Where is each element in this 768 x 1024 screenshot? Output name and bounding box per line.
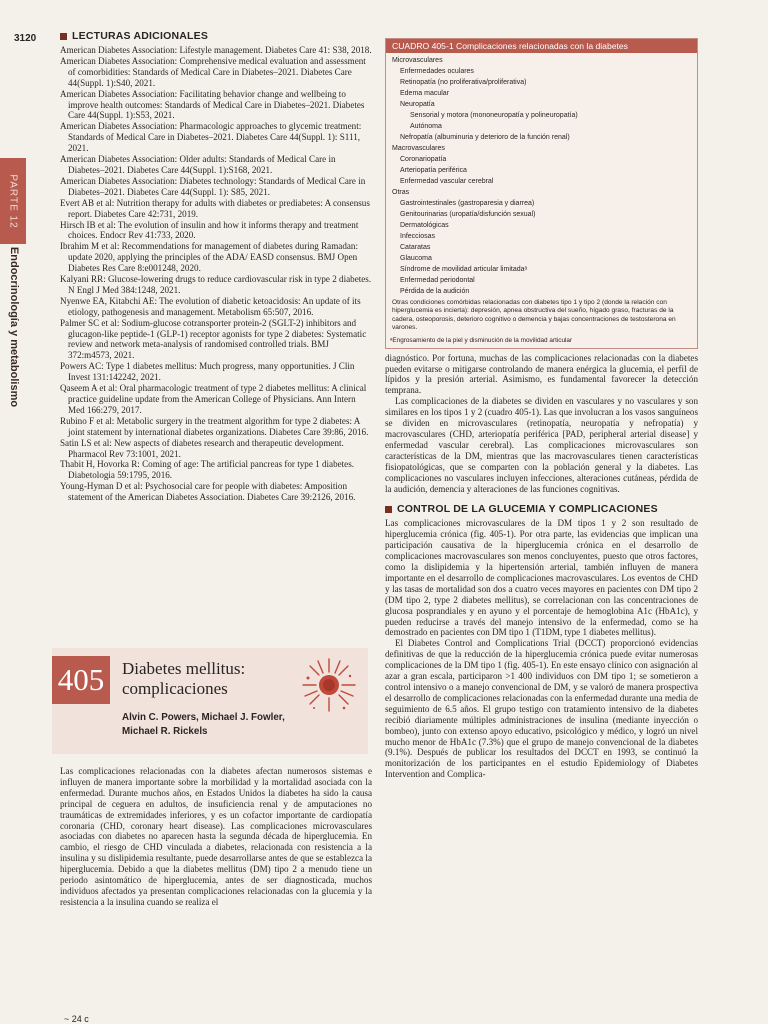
intro-paragraph: Las complicaciones relacionadas con la diabetes afectan numerosos sistemas e influyen de manera importante sobre la morbilidad y la mortalidad asociada con la enfermedad. Durante muchos años, en Estados Unidos la diabetes ha sido la causa principal de ceguera en adultos, de insuficiencia renal y de amputaciones no traumáticas de extremidades inferiores, y es un cofactor importante de cardiopatía coronaria (CHD, coronary heart disease). Las complicaciones microvasculares asociadas con diabetes no aparecen hasta la segunda década de hiperglucemia. En cambio, el riesgo de CHD vinculada a diabetes, relacionada con resistencia a la insulina y su dislipidemia resultante, puede desarrollarse antes de que se establezca la hiperglucemia. Debido a que la diabetes mellitus (DM) tipo 2 a menudo tiene un periodo asintomático de hiperglucemia, antes de ser diagnosticada, muchos individuos afectados ya presentan complicaciones relacionadas con la glucemia y la resistencia a la insulina cuando se realiza el [60, 766, 372, 907]
reference-item: Nyenwe EA, Kitabchi AE: The evolution of diabetic ketoacidosis: An update of its etiology, pathogenesis and management. Metabolism 65:507, 2016. [60, 295, 361, 317]
part-tab [0, 158, 26, 244]
reference-item: Kalyani RR: Glucose-lowering drugs to reduce cardiovascular risk in type 2 diabetes. N Engl J Med 384:1248, 2021. [60, 274, 372, 295]
table-box-body [386, 53, 697, 335]
table-box-item: Síndrome de movilidad articular limitadaᵃ [400, 266, 528, 273]
table-box-item: Cataratas [400, 244, 431, 251]
page-number: 3120 [14, 33, 37, 44]
authors-line: Michael R. Rickels [122, 726, 208, 737]
chapter-title [122, 659, 245, 699]
authors-line: Alvin C. Powers, Michael J. Fowler, [122, 712, 285, 723]
reference-item: Hirsch IB et al: The evolution of insulin and how it informs therapy and treatment choices. Endocr Rev 41:733, 2020. [60, 219, 359, 241]
table-box-item: Retinopatía (no proliferativa/proliferativa) [400, 79, 527, 86]
table-box-item: Neuropatía [400, 101, 435, 108]
right-column [385, 38, 698, 780]
reference-item: Evert AB et al: Nutrition therapy for adults with diabetes or prediabetes: A consensus report. Diabetes Care 42:731, 2019. [60, 197, 370, 219]
reference-item: Rubino F et al: Metabolic surgery in the treatment algorithm for type 2 diabetes: A joint statement by international diabetes organizations. Diabetes Care 39:86, 2016. [60, 415, 369, 437]
chapter-header [52, 648, 368, 754]
table-box-item: Enfermedades oculares [400, 68, 474, 75]
table-box-item: Gastrointestinales (gastroparesia y diarrea) [400, 200, 535, 207]
reference-item: American Diabetes Association: Diabetes technology: Standards of Medical Care in Diabetes–2021. Diabetes Care 44(Suppl. 1): S85, 2021. [60, 175, 366, 197]
reference-item: American Diabetes Association: Facilitating behavior change and wellbeing to improve health outcomes: Standards of Medical Care in Diabetes–2021. Diabetes Care 44(Suppl. 1):S53, 2021. [60, 88, 365, 121]
body-paragraph: El Diabetes Control and Complications Trial (DCCT) proporcionó evidencias definitivas de que la reducción de la hiperglucemia crónica puede evitar numerosas complicaciones de la DM tipo 1 (fig. 405-1). En este ensayo clínico con asignación al azar a gran escala, participaron >1 400 individuos con DM tipo 1; se sometieron a control intensivo o a manejo convencional de DM, y se valoró de manera prospectiva el desarrollo de complicaciones relacionadas con la enfermedad durante una media de seguimiento de 6.5 años. El grupo testigo con tratamiento intensivo de la diabetes recibió diariamente múltiples administraciones de insulina (mediante inyección o bombeo), junto con extenso apoyo educativo, psicológico y médico, y logró un nivel mucho menor de HbA1c (7.3%) que el grupo de manejo convencional de la diabetes (9.1%). Después de publicar los resultados del DCCT en 1993, se continuó la monitorización de los participantes en el estudio Epidemiology of Diabetes Intervention and Complica- [385, 638, 698, 780]
square-bullet-icon [385, 506, 392, 513]
references-heading [60, 30, 372, 42]
table-box-title: CUADRO 405-1 Complicaciones relacionadas con la diabetes [386, 39, 697, 53]
table-box-note: Otras condiciones comórbidas relacionadas con diabetes tipo 1 y tipo 2 (donde la relación con hiperglucemia es incierta): depresión, apnea obstructiva del sueño, hígado graso, fracturas de la cadera, osteoporosis, deterioro cognitivo o demencia y bajas concentraciones de testosterona en varones. [392, 299, 676, 332]
references-column [60, 30, 372, 503]
table-box-item: Dermatológicas [400, 222, 449, 229]
intro-column [60, 766, 372, 908]
table-box-item: Glaucoma [400, 255, 432, 262]
table-box-item: Macrovasculares [392, 145, 445, 152]
reference-item: Ibrahim M et al: Recommendations for management of diabetes during Ramadan: update 2020, applying the principles of the ADA/ EASD consensus. BMJ Open Diabetes Res Care 8:e001248, 2020. [60, 241, 358, 274]
table-box-item: Microvasculares [392, 57, 443, 64]
table-box-item: Enfermedad periodontal [400, 277, 475, 284]
reference-item: American Diabetes Association: Comprehensive medical evaluation and assessment of comorbidities: Standards of Medical Care in Diabetes–2021. Diabetes Care 44(Suppl. 1):S40, 2021. [60, 55, 366, 88]
body-paragraph: Las complicaciones de la diabetes se dividen en vasculares y no vasculares y son similares en los tipos 1 y 2 (cuadro 405-1). Las que involucran a los vasos sanguíneos se dividen en microvasculares (retinopatía, neuropatía y nefropatía) y macrovasculares (CHD, arteriopatía periférica [PAD, peripheral arterial disease] y enfermedad vascular cerebral). Las complicaciones microvasculares son características de la DM, mientras que las macrovasculares tienen características fisiopatológicas, que se comparten con la población general y la diabetes. Las complicaciones no vasculares incluyen infecciones, alteraciones cutáneas, pérdida de la audición, demencia y alteraciones de las funciones cognitivas. [385, 396, 698, 494]
table-box [385, 38, 698, 349]
footer-mark: ~ 24 c [64, 1014, 89, 1024]
reference-item: Young-Hyman D et al: Psychosocial care for people with diabetes: Amposition statement of the American Diabetes Association. Diabetes Care 39:2126, 2016. [60, 481, 356, 503]
section-side-text: Endocrinología y metabolismo [8, 246, 21, 408]
table-box-item: Coronariopatía [400, 156, 447, 163]
chapter-authors [122, 711, 285, 739]
chapter-title-line: Diabetes mellitus: [122, 659, 246, 678]
table-box-item: Edema macular [400, 90, 450, 97]
chapter-title-line: complicaciones [122, 679, 228, 698]
reference-item: American Diabetes Association: Older adults: Standards of Medical Care in Diabetes–2021. Diabetes Care 44(Suppl. 1):S168, 2021. [60, 154, 336, 175]
reference-item: Qaseem A et al: Oral pharmacologic treatment of type 2 diabetes mellitus: A clinical practice guideline update from the American College of Physicians. Ann Intern Med 166:279, 2017. [60, 383, 367, 415]
reference-item: American Diabetes Association: Pharmacologic approaches to glycemic treatment: Standards of Medical Care in Diabetes–2021. Diabetes Care 44(Suppl. 1): S111, 2021. [60, 121, 362, 154]
table-box-item: Arteriopatía periférica [400, 167, 467, 174]
table-box-item: Sensorial y motora (mononeuropatía y polineuropatía) [410, 112, 578, 119]
references-heading-text: LECTURAS ADICIONALES [72, 30, 209, 42]
table-box-item: Pérdida de la audición [400, 288, 470, 295]
ink-splat-icon [300, 656, 358, 714]
reference-item: Palmer SC et al: Sodium-glucose cotransporter protein-2 (SGLT-2) inhibitors and glucagon-like peptide-1 (GLP-1) receptor agonists for type 2 diabetes: Systematic review and network meta-analysis of randomised controlled trials. BMJ 372:m4573, 2021. [60, 317, 367, 361]
table-box-item: Enfermedad vascular cerebral [400, 178, 494, 185]
table-box-item: Autónoma [410, 123, 442, 130]
reference-item: Thabit H, Hovorka R: Coming of age: The artificial pancreas for type 1 diabetes. Diabetologia 59:1795, 2016. [60, 459, 355, 481]
table-box-items [392, 55, 691, 297]
body-paragraph: diagnóstico. Por fortuna, muchas de las complicaciones relacionadas con la diabetes pueden evitarse o mitigarse controlando de manera enérgica la glucemia, el perfil de lípidos y la presión arterial. Asimismo, es fundamental favorecer la detección temprana. [385, 352, 698, 396]
part-tab-label: PARTE 12 [7, 173, 19, 229]
control-heading [385, 503, 698, 515]
reference-item: Powers AC: Type 1 diabetes mellitus: Much progress, many opportunities. J Clin Invest 131:142242, 2021. [60, 361, 355, 383]
square-bullet-icon [60, 33, 67, 40]
body-paragraph: Las complicaciones microvasculares de la DM tipos 1 y 2 son resultado de hiperglucemia crónica (fig. 405-1). Por otra parte, las evidencias que implican una participación causativa de la hiperglucemia crónica en el desarrollo de complicaciones macrovasculares son menos concluyentes, puesto que otros factores, como la dislipidemia y la hipertensión arterial, también influyen de manera importante en el desarrollo de complicaciones macrovasculares. Los eventos de CHD y las tasas de mortalidad son dos a cuatro veces mayores en pacientes con DM tipo 2 (DM tipo 2, type 2 diabetes mellitus), se correlacionan con las concentraciones de glucosa posprandiales y en ayuno y el porcentaje de hemoglobina A1c (HbA1c), y pueden reducirse a través del manejo intensivo de la enfermedad, como se ha demostrado en pacientes con DM tipo 1 (T1DM, type 1 diabetes mellitus). [385, 518, 698, 638]
table-box-item: Infecciosas [400, 233, 436, 240]
section-side-label [2, 246, 26, 408]
table-box-item: Genitourinarias (uropatía/disfunción sexual) [400, 211, 536, 218]
table-box-item: Otras [392, 189, 410, 196]
reference-item: American Diabetes Association: Lifestyle management. Diabetes Care 41: S38, 2018. [60, 45, 372, 55]
chapter-number: 405 [52, 656, 110, 704]
references-list [60, 45, 372, 503]
table-box-item: Nefropatía (albuminuria y deterioro de la función renal) [400, 134, 570, 141]
table-box-footnote: ᵃEngrosamiento de la piel y disminución de la movilidad articular [390, 336, 573, 344]
control-heading-text: CONTROL DE LA GLUCEMIA Y COMPLICACIONES [397, 503, 658, 516]
reference-item: Satin LS et al: New aspects of diabetes research and therapeutic development. Pharmacol Rev 73:1001, 2021. [60, 437, 344, 459]
